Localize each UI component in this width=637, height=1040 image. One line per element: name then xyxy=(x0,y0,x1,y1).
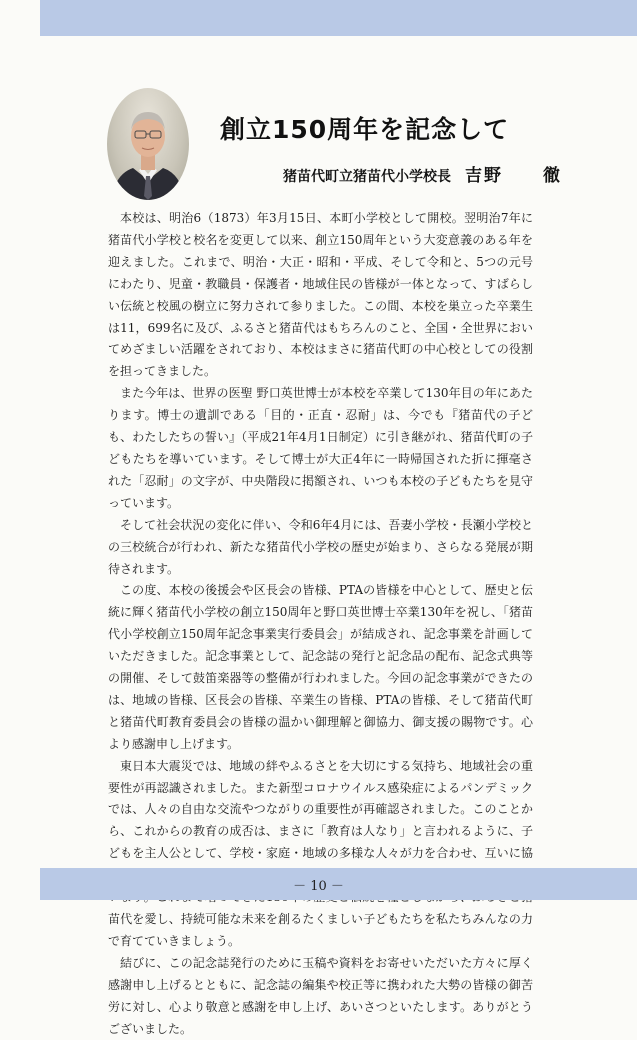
paragraph-5: 東日本大震災では、地域の絆やふるさとを大切にする気持ち、地域社会の重要性が再認識されました。また新型コロナウイルス感染症によるパンデミックでは、人々の自由な交流やつながりの重要性が再確認されました。このことから、これからの教育の成否は、まさに「教育は人なり」と言われるように、子どもを主人公として、学校・家庭・地域の多様な人々が力を合わせ、互いに協 苗代を愛し、持続可能な未来を創るたくましい子どもたちを私たちみんなの力で育てていきましょう。 xyxy=(108,758,533,948)
paragraph-2: また今年は、世界の医聖 野口英世博士が本校を卒業して130年目の年にあたります。博士の遺訓である「目的・正直・忍耐」は、今でも『猪苗代の子ども、わたしたちの誓い』（平成21年4月1日制定）に引き継がれ、猪苗代町の子どもたちを導いています。そして博士が大正4年に一時帰国された折に揮毫された「忍耐」の文字が、中央階段に掲額され、いつも本校の子どもたちを見守っています。 xyxy=(108,386,533,510)
author-given-name: 徹 xyxy=(543,166,560,186)
paragraph-3: そして社会状況の変化に伴い、令和6年4月には、吾妻小学校・長瀬小学校との三校統合が行われ、新たな猪苗代小学校の歴史が始まり、さらなる発展が期待されます。 xyxy=(108,517,533,576)
message-body xyxy=(108,208,533,1040)
paragraph-6: 結びに、この記念誌発行のために玉稿や資料をお寄せいただいた方々に厚く感謝申し上げるとともに、記念誌の編集や校正等に携われた大勢の皆様の御苦労に対し、心より敬意と感謝を申し上げ、あいさつといたします。ありがとうございました。 xyxy=(108,955,533,1036)
header-band xyxy=(40,0,637,36)
author-line xyxy=(283,161,560,186)
paragraph-1: 本校は、明治6（1873）年3月15日、本町小学校として開校。翌明治7年に猪苗代小学校と校名を変更して以来、創立150周年という大変意義のある年を迎えました。これまで、明治・大正・昭和・平成、そして令和と、5つの元号にわたり、児童・教職員・保護者・地域住民の皆様が一体となって、すばらしい伝統と校風の樹立に努力されて参りました。この間、本校を巣立った卒業生は11，699名に及び、ふるさと猪苗代はもちろんのこと、全国・全世界においてめざましい活躍をされており、本校はまさに猪苗代町の中心校としての役割を担ってきました。 xyxy=(108,211,533,379)
author-surname: 吉野 xyxy=(465,166,503,186)
author-position: 猪苗代町立猪苗代小学校長 xyxy=(283,169,451,185)
page-number: － 10 － xyxy=(293,879,344,894)
portrait-photo-icon xyxy=(107,88,189,200)
principal-portrait xyxy=(107,88,189,200)
paragraph-4: この度、本校の後援会や区長会の皆様、PTAの皆様を中心として、歴史と伝統に輝く猪苗代小学校の創立150周年と野口英世博士卒業130年を祝し、「猪苗代小学校創立150周年記念事業実行委員会」が結成され、記念事業を計画していただきました。記念事業として、記念誌の発行と記念品の配布、記念式典等の開催、そして鼓笛楽器等の整備が行われました。今回の記念事業ができたのは、地域の皆様、区長会の皆様、卒業生の皆様、PTAの皆様、そして猪苗代町と猪苗代町教育委員会の皆様の温かい御理解と御協力、御支援の賜物です。心より感謝申し上げます。 xyxy=(108,583,533,751)
page-title: 創立150周年を記念して xyxy=(220,115,510,144)
